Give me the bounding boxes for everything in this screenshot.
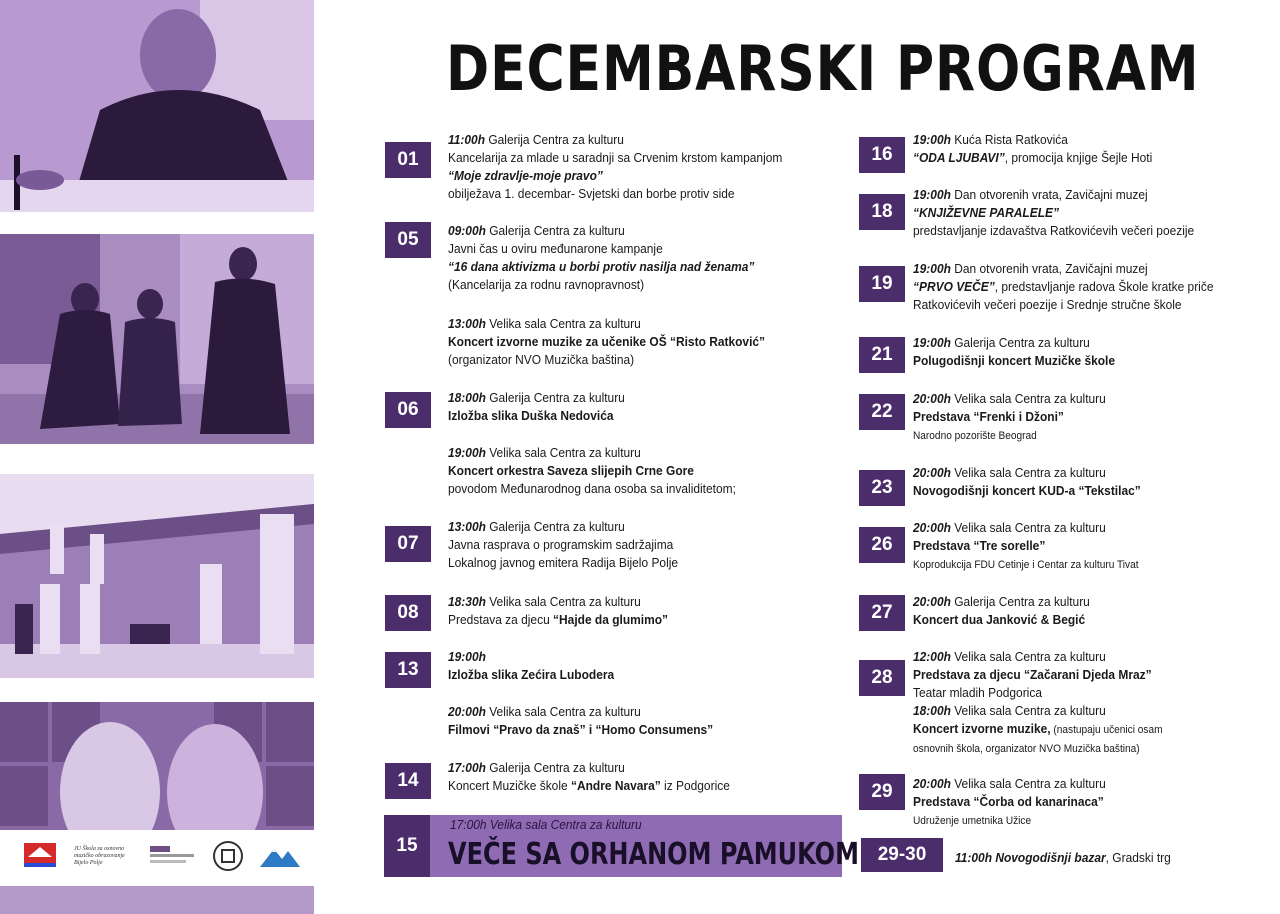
event-line [448, 407, 625, 425]
event-entry [448, 222, 754, 294]
event-text: Koncert orkestra Saveza slijepih Crne Gore [448, 463, 694, 478]
event-entry [448, 648, 614, 684]
day-badge: 16 [859, 137, 905, 173]
event-line [448, 315, 765, 333]
event-text: Narodno pozorište Beograd [913, 430, 1037, 442]
event-line [913, 260, 1213, 278]
event-entry [448, 389, 625, 425]
event-text: , Gradski trg [1105, 850, 1171, 865]
event-time: 09:00h [448, 223, 486, 238]
event-text: Polugodišnji koncert Muzičke škole [913, 353, 1116, 368]
event-entry [913, 260, 1213, 314]
event-time: 20:00h [448, 704, 486, 719]
event-time: 18:00h [448, 390, 486, 405]
day-badge: 15 [384, 815, 430, 877]
event-text: Javni čas u oviru međunarone kampanje [448, 241, 663, 256]
event-text: Koprodukcija FDU Cetinje i Centar za kulturu Tivat [913, 559, 1139, 571]
day-badge: 23 [859, 470, 905, 506]
event-text: “16 dana aktivizma u borbi protiv nasilja nad ženama” [448, 259, 755, 274]
event-line [448, 258, 754, 276]
event-text: Teatar mladih Podgorica [913, 685, 1042, 700]
event-text: Koncert dua Janković & Begić [913, 612, 1086, 627]
event-text: Velika sala Centra za kulturu [950, 520, 1106, 535]
event-text: Predstava “Tre sorelle” [913, 538, 1046, 553]
event-line [913, 334, 1115, 352]
event-text: povodom Međunarodnog dana osoba sa invaliditetom; [448, 481, 736, 496]
day-badge: 14 [385, 763, 431, 799]
event-line [448, 721, 713, 739]
event-line [913, 149, 1152, 167]
event-entry [913, 519, 1139, 574]
event-entry [448, 131, 782, 203]
event-line [913, 186, 1194, 204]
event-line [913, 131, 1152, 149]
event-time: 17:00h [448, 760, 486, 775]
day-badge: 26 [859, 527, 905, 563]
event-text: Galerija Centra za kulturu [485, 390, 625, 405]
event-line [448, 480, 736, 498]
event-text: Velika sala Centra za kulturu [950, 703, 1106, 718]
day-badge: 19 [859, 266, 905, 302]
day-badge: 29 [859, 774, 905, 810]
event-text: Predstava za djecu [448, 612, 554, 627]
event-text: Koncert izvorne muzike, [913, 721, 1051, 736]
day-badge: 28 [859, 660, 905, 696]
bijelo-polje-crest-logo [20, 841, 60, 871]
event-time: 11:00h [448, 132, 486, 147]
event-text: “KNJIŽEVNE PARALELE” [913, 205, 1059, 220]
event-line [913, 408, 1106, 426]
event-entry [448, 315, 765, 369]
event-line [448, 131, 782, 149]
event-text: “Moje zdravlje-moje pravo” [448, 168, 603, 183]
event-time: 11:00h Novogodišnji bazar [955, 850, 1106, 865]
event-time: 13:00h [448, 519, 486, 534]
event-text: (Kancelarija za rodnu ravnopravnost) [448, 277, 645, 292]
event-line [913, 775, 1106, 793]
event-text: osnovnih škola, organizator NVO Muzička baština) [913, 743, 1140, 755]
event-line [448, 149, 782, 167]
event-text: Galerija Centra za kulturu [485, 223, 625, 238]
event-line [913, 702, 1163, 720]
event-line [448, 185, 782, 203]
event-text: Udruženje umetnika Užice [913, 815, 1032, 827]
event-text: Galerija Centra za kulturu [485, 519, 625, 534]
event-line [913, 519, 1139, 537]
event-text: (nastupaju učenici osam [1050, 724, 1163, 736]
event-time: 18:30h [448, 594, 486, 609]
event-line [913, 464, 1141, 482]
event-time: 13:00h [448, 316, 486, 331]
event-time: 20:00h [913, 594, 951, 609]
event-text: iz Podgorice [660, 778, 730, 793]
event-text: Predstava za djecu “Začarani Djeda Mraz” [913, 667, 1152, 682]
event-line [913, 593, 1090, 611]
event-text: Lokalnog javnog emitera Radija Bijelo Polje [448, 555, 679, 570]
event-text: , promocija knjige Šejle Hoti [1004, 150, 1153, 165]
event-line [913, 482, 1141, 500]
event-entry [913, 593, 1090, 629]
event-line [913, 352, 1115, 370]
performers-photo [0, 234, 314, 444]
event-line [448, 666, 614, 684]
event-line [448, 648, 614, 666]
event-time: 20:00h [913, 520, 951, 535]
event-time: 20:00h [913, 465, 951, 480]
event-line [913, 537, 1139, 555]
event-text: Galerija Centra za kulturu [950, 335, 1090, 350]
event-text: Galerija Centra za kulturu [485, 760, 625, 775]
event-text: Velika sala Centra za kulturu [950, 391, 1106, 406]
event-line [448, 518, 678, 536]
event-entry [955, 849, 1171, 867]
event-time: 19:00h [913, 335, 951, 350]
event-time: 19:00h [448, 649, 486, 664]
event-entry [448, 444, 736, 498]
event-text: Koncert izvorne muzike za učenike OŠ “Risto Ratković” [448, 334, 766, 349]
event-line [913, 684, 1163, 702]
event-line [448, 759, 730, 777]
event-time: 18:00h [913, 703, 951, 718]
event-text: Kancelarija za mlade u saradnji sa Crvenim krstom kampanjom [448, 150, 783, 165]
event-line [913, 426, 1106, 445]
seal-logo [212, 840, 244, 872]
event-entry [913, 464, 1141, 500]
day-badge: 08 [385, 595, 431, 631]
event-text: , predstavljanje radova Škole kratke priče [994, 279, 1214, 294]
event-line [913, 648, 1163, 666]
event-line [448, 444, 736, 462]
event-line [448, 351, 765, 369]
day-badge: 18 [859, 194, 905, 230]
day-badge: 27 [859, 595, 905, 631]
event-text: (organizator NVO Muzička baština) [448, 352, 635, 367]
event-line [913, 296, 1213, 314]
event-entry [913, 648, 1163, 758]
event-text: Dan otvorenih vrata, Zavičajni muzej [950, 261, 1148, 276]
event-text: Izložba slika Duška Nedovića [448, 408, 614, 423]
writer-portrait-photo [0, 0, 314, 212]
event-text: Koncert Muzičke škole [448, 778, 571, 793]
event-text: Filmovi “Pravo da znaš” i “Homo Consumens” [448, 722, 714, 737]
day-badge: 07 [385, 526, 431, 562]
event-text: Velika sala Centra za kulturu [485, 704, 641, 719]
event-entry [913, 131, 1152, 167]
event-text: Velika sala Centra za kulturu [950, 776, 1106, 791]
event-entry [448, 593, 668, 629]
day-badge: 06 [385, 392, 431, 428]
event-text: “PRVO VEČE” [913, 279, 995, 294]
photo-strip [0, 0, 314, 914]
mountain-logo [258, 841, 302, 871]
event-text: Kuća Rista Ratkovića [950, 132, 1068, 147]
event-text: Novogodišnji koncert KUD-a “Tekstilac” [913, 483, 1141, 498]
featured-event [384, 815, 859, 877]
event-text: Velika sala Centra za kulturu [485, 316, 641, 331]
event-entry [448, 759, 730, 795]
event-entry [448, 703, 713, 739]
event-line [448, 389, 625, 407]
event-time: 19:00h [913, 187, 951, 202]
event-line [913, 739, 1163, 758]
event-text: Dan otvorenih vrata, Zavičajni muzej [950, 187, 1148, 202]
event-line [913, 793, 1106, 811]
event-line [448, 462, 736, 480]
event-line [448, 703, 713, 721]
event-time: 19:00h [448, 445, 486, 460]
radio-bijelo-polje-logo [150, 842, 198, 870]
music-school-logo: JU Škola za osnovno muzičko obrazovanje Bijelo Polje [74, 845, 125, 866]
event-entry [913, 334, 1115, 370]
film-collage-photo [0, 702, 314, 914]
page-title: DECEMBARSKI PROGRAM [446, 32, 1200, 105]
event-text: “Hajde da glumimo” [553, 612, 669, 627]
event-time: 20:00h [913, 776, 951, 791]
event-line [448, 593, 668, 611]
event-time: 12:00h [913, 649, 951, 664]
event-line [448, 777, 730, 795]
event-time: 19:00h [913, 261, 951, 276]
event-text: “Andre Navara” [570, 778, 661, 793]
event-line [955, 849, 1171, 867]
event-text: Predstava “Čorba od kanarinaca” [913, 794, 1104, 809]
event-line [913, 811, 1106, 830]
event-text: Velika sala Centra za kulturu [950, 465, 1106, 480]
day-badge: 05 [385, 222, 431, 258]
event-text: Izložba slika Zećira Lubodera [448, 667, 615, 682]
featured-event-title: VEČE SA ORHANOM PAMUKOM [448, 837, 859, 872]
event-text: “ODA LJUBAVI” [913, 150, 1005, 165]
event-line [448, 536, 678, 554]
sponsor-logos [20, 836, 332, 876]
event-line [913, 720, 1163, 739]
event-text: Ratkovićevih večeri poezije i Srednje stručne škole [913, 297, 1182, 312]
event-line [448, 276, 754, 294]
day-badge: 13 [385, 652, 431, 688]
event-line [913, 222, 1194, 240]
event-line [913, 204, 1194, 222]
event-line [448, 222, 754, 240]
event-line [913, 390, 1106, 408]
event-text: Javna rasprava o programskim sadržajima [448, 537, 674, 552]
event-text: Velika sala Centra za kulturu [485, 445, 641, 460]
day-badge: 22 [859, 394, 905, 430]
event-line [913, 666, 1163, 684]
event-text: Galerija Centra za kulturu [950, 594, 1090, 609]
event-entry [448, 518, 678, 572]
event-entry [913, 186, 1194, 240]
day-badge: 21 [859, 337, 905, 373]
event-text: predstavljanje izdavaštva Ratkovićevih večeri poezije [913, 223, 1195, 238]
event-text: Velika sala Centra za kulturu [950, 649, 1106, 664]
event-line [448, 240, 754, 258]
event-text: Predstava “Frenki i Džoni” [913, 409, 1064, 424]
event-text: Galerija Centra za kulturu [485, 132, 624, 147]
day-badge: 29-30 [861, 838, 943, 872]
event-line [448, 611, 668, 629]
event-line [448, 554, 678, 572]
featured-event-time-venue: 17:00h Velika sala Centra za kulturu [450, 817, 642, 832]
event-entry [913, 390, 1106, 445]
event-line [913, 555, 1139, 574]
event-time: 19:00h [913, 132, 951, 147]
event-line [448, 333, 765, 351]
event-entry [913, 775, 1106, 830]
folk-dance-stage-photo [0, 474, 314, 678]
event-line [913, 611, 1090, 629]
day-badge: 01 [385, 142, 431, 178]
event-text: obilježava 1. decembar- Svjetski dan borbe protiv side [448, 186, 735, 201]
event-line [913, 278, 1213, 296]
event-time: 20:00h [913, 391, 951, 406]
event-line [448, 167, 782, 185]
event-text: Velika sala Centra za kulturu [485, 594, 641, 609]
